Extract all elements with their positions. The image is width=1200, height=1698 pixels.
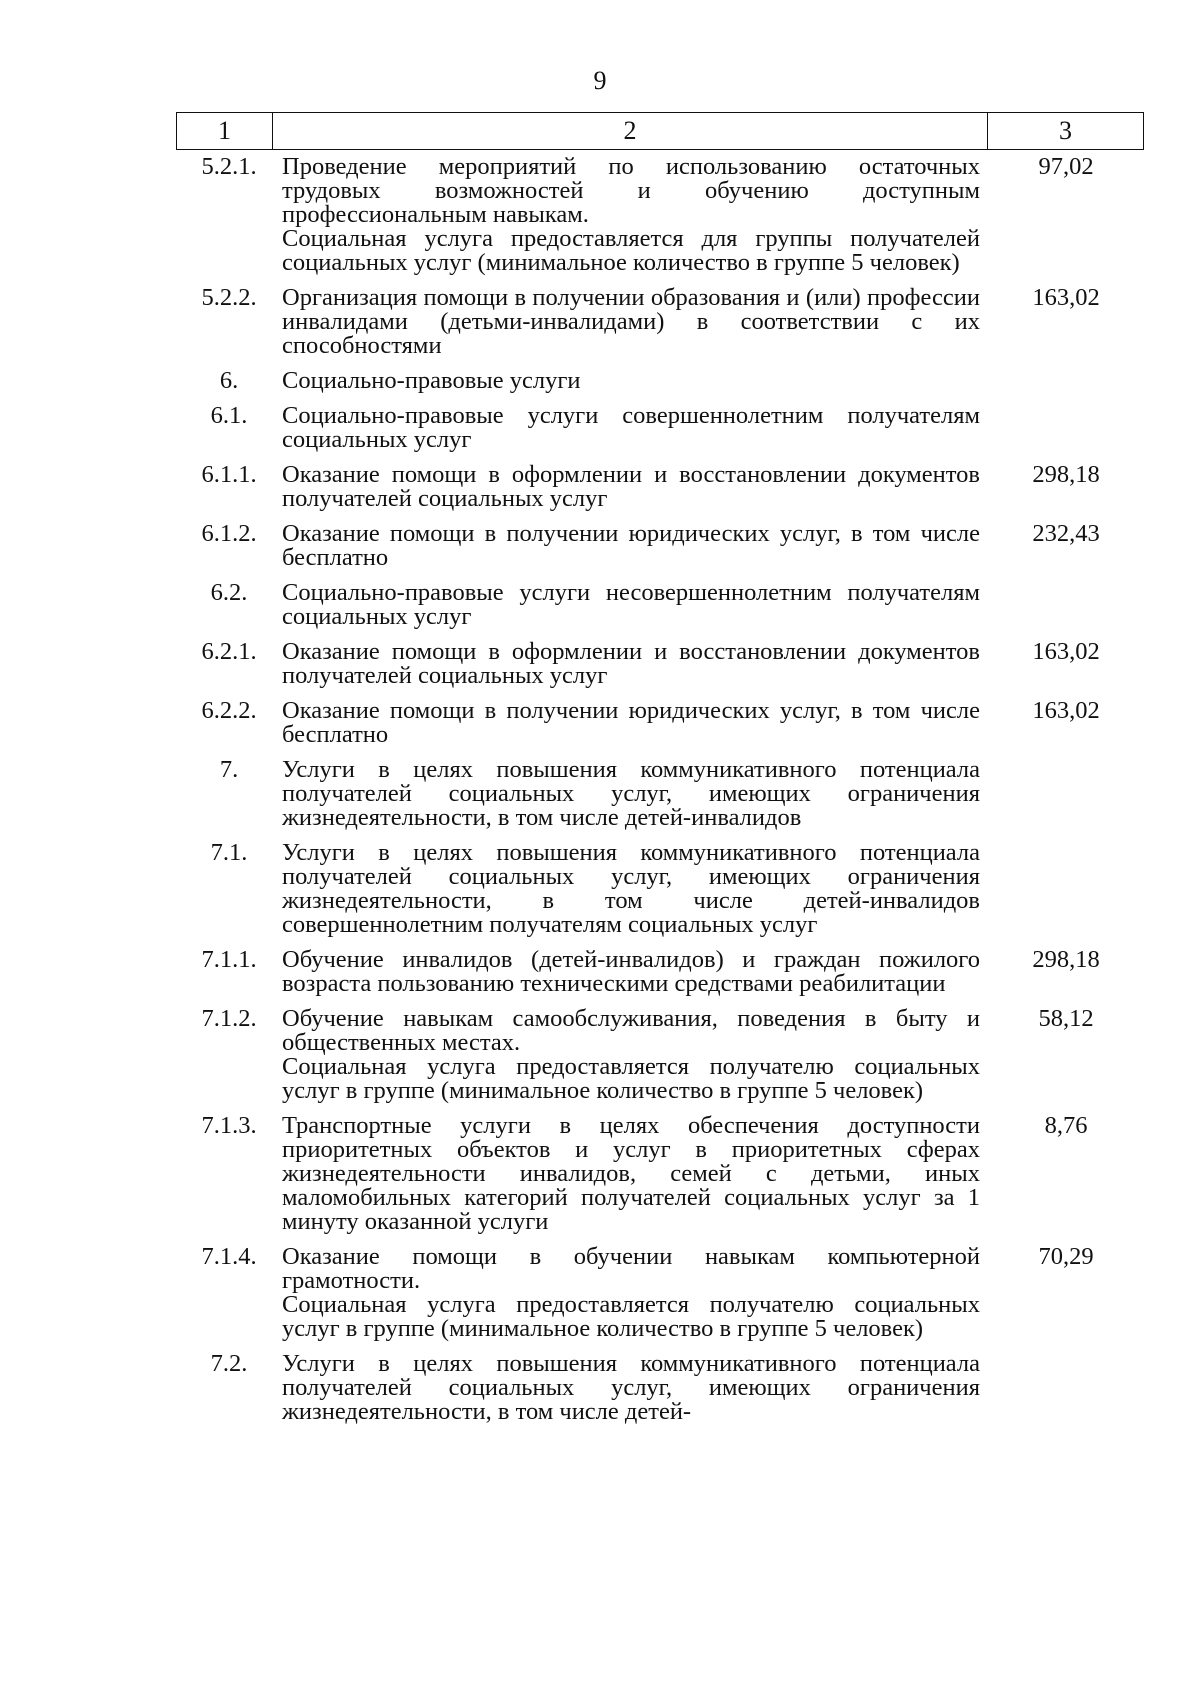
row-number: 6.2.2. (201, 697, 257, 724)
row-value: 232,43 (1032, 520, 1100, 547)
row-number: 7.1.1. (201, 946, 257, 973)
row-value (980, 1352, 1144, 1424)
row-text: Проведение мероприятий по использованию остаточных трудовых возможностей и обучению доступным профессиональным навыкам. (282, 153, 980, 228)
row-description (282, 369, 980, 393)
row-value: 163,02 (1032, 284, 1100, 311)
row-description (282, 841, 980, 937)
row-number: 6.1.1. (201, 461, 257, 488)
row-number: 5.2.1. (201, 153, 257, 180)
row-value (980, 581, 1144, 629)
row-value (980, 758, 1144, 830)
table-row (176, 369, 1144, 393)
row-text: Услуги в целях повышения коммуникативного потенциала получателей социальных услуг, имеющих ограничения жизнедеятельности, в том числе детей- (282, 1350, 980, 1425)
table-body (176, 155, 1144, 1435)
row-value: 163,02 (1032, 638, 1100, 665)
table-row (176, 758, 1144, 830)
row-number: 6.2. (210, 579, 248, 606)
table-row (176, 581, 1144, 629)
row-text: Оказание помощи в получении юридических услуг, в том числе бесплатно (282, 520, 980, 571)
row-value: 163,02 (1032, 697, 1100, 724)
row-number: 5.2.2. (201, 284, 257, 311)
table-row (176, 1352, 1144, 1424)
row-number: 7.1. (210, 839, 248, 866)
table-row (176, 699, 1144, 747)
table-row (176, 404, 1144, 452)
row-description (282, 640, 980, 688)
table-row (176, 948, 1144, 996)
row-description (282, 286, 980, 358)
table-row (176, 155, 1144, 275)
row-number: 7.1.3. (201, 1112, 257, 1139)
row-text: Оказание помощи в оформлении и восстановлении документов получателей социальных услуг (282, 638, 980, 689)
row-number: 6.1.2. (201, 520, 257, 547)
row-description (282, 1007, 980, 1103)
table-header (176, 112, 1144, 150)
row-value: 70,29 (1038, 1243, 1094, 1270)
row-text-note: Социальная услуга предоставляется получателю социальных услуг в группе (минимальное количество в группе 5 человек) (282, 1053, 980, 1104)
row-value: 298,18 (1032, 461, 1100, 488)
row-number: 7.1.4. (201, 1243, 257, 1270)
row-value: 97,02 (1038, 153, 1094, 180)
row-value: 58,12 (1038, 1005, 1094, 1032)
row-text-note: Социальная услуга предоставляется для группы получателей социальных услуг (минимальное количество в группе 5 человек) (282, 225, 980, 276)
row-description (282, 758, 980, 830)
row-description (282, 948, 980, 996)
row-text: Социально-правовые услуги совершеннолетним получателям социальных услуг (282, 402, 980, 453)
row-number: 6.1. (210, 402, 248, 429)
table-row (176, 1245, 1144, 1341)
row-text: Транспортные услуги в целях обеспечения доступности приоритетных объектов и услуг в приоритетных сферах жизнедеятельности инвалидов, семей с детьми, иных маломобильных категорий получателей социальных услуг за 1 минуту оказанной услуги (282, 1112, 980, 1235)
row-text: Социально-правовые услуги несовершеннолетним получателям социальных услуг (282, 579, 980, 630)
row-description (282, 1245, 980, 1341)
header-col-1: 1 (177, 113, 273, 149)
table-row (176, 463, 1144, 511)
table-row (176, 286, 1144, 358)
row-text: Организация помощи в получении образования и (или) профессии инвалидами (детьми-инвалидами) в соответствии с их способностями (282, 284, 980, 359)
row-description (282, 522, 980, 570)
row-number: 7.1.2. (201, 1005, 257, 1032)
row-description (282, 1352, 980, 1424)
row-number: 6.2.1. (201, 638, 257, 665)
row-text: Услуги в целях повышения коммуникативного потенциала получателей социальных услуг, имеющих ограничения жизнедеятельности, в том числе детей-инвалидов (282, 756, 980, 831)
row-number: 7. (219, 756, 239, 783)
row-text: Обучение навыкам самообслуживания, поведения в быту и общественных местах. (282, 1005, 980, 1056)
table-row (176, 640, 1144, 688)
row-description (282, 581, 980, 629)
row-text: Услуги в целях повышения коммуникативного потенциала получателей социальных услуг, имеющих ограничения жизнедеятельности, в том числе детей-инвалидов совершеннолетним получателям социальных услуг (282, 839, 980, 938)
row-description (282, 404, 980, 452)
row-text: Социально-правовые услуги (282, 367, 581, 394)
row-value: 298,18 (1032, 946, 1100, 973)
row-text: Оказание помощи в обучении навыкам компьютерной грамотности. (282, 1243, 980, 1294)
row-text: Оказание помощи в получении юридических услуг, в том числе бесплатно (282, 697, 980, 748)
table-row (176, 1114, 1144, 1234)
row-description (282, 1114, 980, 1234)
row-description (282, 463, 980, 511)
row-text: Оказание помощи в оформлении и восстановлении документов получателей социальных услуг (282, 461, 980, 512)
table-row (176, 841, 1144, 937)
header-col-3: 3 (1059, 116, 1072, 145)
table-row (176, 522, 1144, 570)
row-number: 7.2. (210, 1350, 248, 1377)
header-col-2: 2 (273, 113, 988, 149)
row-number: 6. (219, 367, 239, 394)
row-value (980, 404, 1144, 452)
row-description (282, 155, 980, 275)
row-value (980, 841, 1144, 937)
table-row (176, 1007, 1144, 1103)
row-text-note: Социальная услуга предоставляется получателю социальных услуг в группе (минимальное количество в группе 5 человек) (282, 1291, 980, 1342)
page-number: 9 (593, 66, 607, 95)
row-text: Обучение инвалидов (детей-инвалидов) и граждан пожилого возраста пользованию техническими средствами реабилитации (282, 946, 980, 997)
row-value (980, 369, 1144, 393)
row-description (282, 699, 980, 747)
row-value: 8,76 (1044, 1112, 1088, 1139)
